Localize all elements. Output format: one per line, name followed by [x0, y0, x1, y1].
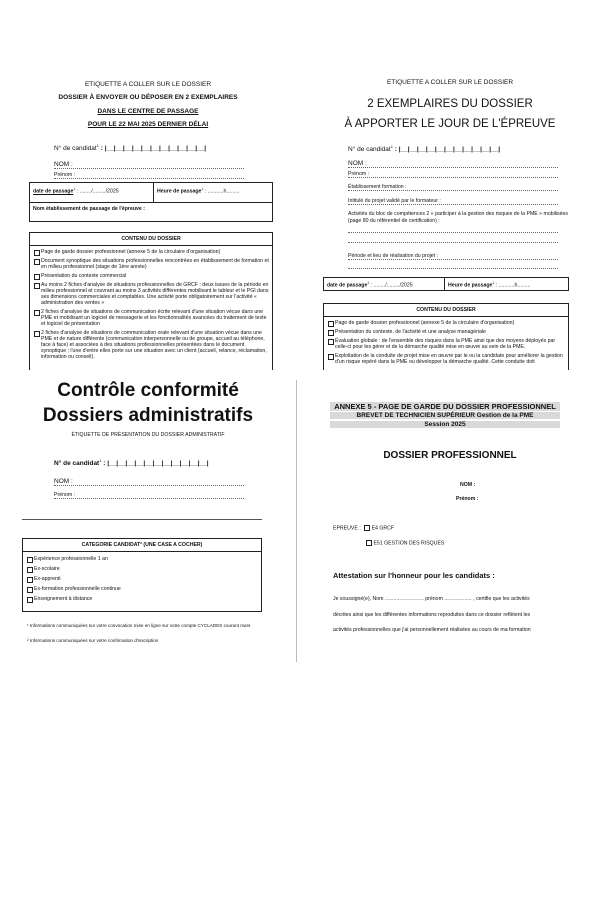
contenu-item[interactable]: Page de garde dossier professionnel (annexe 5 de la circulaire d'organisation) [327, 320, 565, 326]
title-controle: Contrôle conformité [57, 380, 239, 401]
envoi-label-page [0, 70, 296, 370]
categorie-checkbox[interactable]: Ex-formation professionnelle continue [26, 586, 258, 592]
footnote-2: ² Informations communiquées sur votre confirmation d'inscription [27, 638, 159, 643]
prenom-field[interactable]: Prénom : [348, 171, 558, 178]
e4-checkbox[interactable] [364, 525, 370, 531]
attestation-line-1: Je soussigné(e), Nom ........................... prénom ................... , certifie que les activités [333, 596, 530, 602]
page-de-garde [300, 372, 600, 672]
nom-field[interactable]: NOM : [348, 160, 558, 168]
candidate-number-field[interactable]: N° de candidat$^1$ : |__|__|__|__|__|__|__|__|__|__|__| [54, 458, 209, 468]
passage-box [323, 277, 569, 291]
date-field[interactable]: date de passage$^1$ : ......../........./2025 [33, 187, 119, 195]
label-line-2: 2 EXEMPLAIRES DU DOSSIER [367, 98, 533, 110]
contenu-item[interactable]: Au moins 2 fiches d'analyse de situations professionnelles de GRCF : deux issues de la période en milieu professionnel et couvrant au moins 3 activités différentes mobilisant le tableur et le PGI dans ses dimensions commerciales et comptables. Une activité porte obligatoirement sur l'activité « administration des ventes » [33, 282, 269, 306]
contenu-item[interactable]: Évaluation globale : de l'ensemble des risques dans la PME ainsi que des moyens déployés par celle-ci pour les gérer et de la démarche qualité mise en œuvre au sein de la PME. [327, 338, 565, 350]
label-line-3: DANS LE CENTRE DE PASSAGE [97, 108, 199, 115]
label-line-1: ETIQUETTE A COLLER SUR LE DOSSIER [386, 79, 514, 86]
candidate-number-field[interactable]: N° de candidat$^1$ : |__|__|__|__|__|__|__|__|__|__|__| [54, 143, 207, 153]
dossier-administratif-page [0, 372, 296, 672]
contenu-title: CONTENU DU DOSSIER [416, 307, 476, 313]
contenu-item[interactable]: Exploitation de la conduite de projet mise en œuvre par le ou la candidate pour améliorer la gestion d'un risque repéré dans la PME ou développer la démarche qualité. Cette conduite doit [327, 353, 565, 365]
date-field[interactable]: date de passage$^1$ : ......../........./2025 [327, 281, 413, 289]
categorie-box [22, 538, 262, 612]
categorie-checkbox[interactable]: Expérience professionnelle 1 an [26, 556, 258, 562]
passage-box [29, 182, 273, 222]
projet-field[interactable]: Intitulé du projet validé par le formateur : [348, 198, 558, 205]
epreuve-e4[interactable]: EPREUVE : E4 GRCF [333, 525, 395, 532]
contenu-item[interactable]: Page de garde dossier professionnel (annexe 5 de la circulaire d'organisation) [33, 249, 269, 255]
session-title: Session 2025 [330, 421, 560, 428]
etablissement-field[interactable]: Nom établissement de passage de l'épreuve : [33, 206, 145, 212]
candidate-number-field[interactable]: N° de candidat$^1$ : |__|__|__|__|__|__|__|__|__|__|__| [348, 144, 501, 154]
contenu-list [33, 249, 269, 363]
activites-field[interactable]: Activités du bloc de compétences 2 « participer à la gestion des risques de la PME » mobilisées (page 80 du référentiel de certification) : [348, 211, 569, 224]
etablissement-field[interactable]: Établissement formation : [348, 184, 558, 191]
dossier-title: DOSSIER PROFESSIONNEL [383, 450, 517, 461]
heure-field[interactable]: Heure de passage$^1$ : ...........h......... [157, 187, 240, 195]
categorie-title: CATEGORIE CANDIDAT² (UNE CASE A COCHER) [81, 542, 203, 548]
divider [296, 380, 297, 662]
periode-field[interactable]: Période et lieu de réalisation du projet : [348, 253, 558, 260]
epreuve-e51[interactable]: E51 GESTION DES RISQUES [366, 540, 444, 546]
categorie-checkbox[interactable]: Ex-apprenti [26, 576, 258, 582]
footnote-1: ¹ Informations communiquées sur votre convocation mise en ligne sur votre compte CYCLADES courant mars [27, 623, 251, 628]
contenu-box [323, 303, 569, 370]
attestation-line-2: décrites ainsi que les différentes informations reproduites dans ce dossier reflètent les [333, 612, 531, 618]
prenom-field[interactable]: Prénom : [54, 492, 244, 499]
contenu-item[interactable]: Document synoptique des situations professionnelles rencontrées en établissement de formation et en milieu professionnel (stage de 1ère année) [33, 258, 269, 270]
title-dossiers: Dossiers administratifs [42, 405, 254, 426]
prenom-field[interactable]: Prénom : [54, 172, 244, 179]
categorie-list [26, 556, 258, 606]
label-line-2: DOSSIER À ENVOYER OU DÉPOSER EN 2 EXEMPLAIRES [58, 94, 238, 101]
nom-field[interactable]: NOM : [54, 478, 244, 486]
label-line-1: ETIQUETTE A COLLER SUR LE DOSSIER [84, 81, 212, 88]
deadline: POUR LE 22 MAI 2025 DERNIER DÉLAI [87, 121, 209, 128]
etiquette-caption: ÉTIQUETTE DE PRÉSENTATION DU DOSSIER ADMINISTRATIF [71, 432, 225, 438]
categorie-checkbox[interactable]: Enseignement à distance [26, 596, 258, 602]
categorie-checkbox[interactable]: Ex-scolaire [26, 566, 258, 572]
attestation-line-3: activités professionnelles que j'ai personnellement réalisées au cours de ma formation [333, 627, 531, 633]
e51-checkbox[interactable] [366, 540, 372, 546]
contenu-item[interactable]: 2 fiches d'analyse de situations de communication orale relevant d'une situation vécue dans une PME et de nature différente (communication interpersonnelle ou de groupe, accueil au téléphone, face à face) et associées à des situations professionnelles présentées dans le document synoptique ; l'une d'entre elles porte sur une situation avec un client (accueil, relance, réclamation, information ou conseil). [33, 330, 269, 360]
nom-field[interactable]: NOM : [460, 482, 476, 488]
attestation-title: Attestation sur l'honneur pour les candidats : [333, 571, 495, 580]
contenu-title: CONTENU DU DOSSIER [121, 236, 181, 242]
prenom-field[interactable]: Prénom : [456, 496, 479, 502]
contenu-item[interactable]: 2 fiches d'analyse de situations de communication écrite relevant d'une situation vécue dans une PME et mobilisant un logiciel de messagerie et les fonctionnalités avancées du traitement de texte et logiciel de présentation [33, 309, 269, 327]
nom-field[interactable]: NOM : [54, 161, 244, 169]
bts-title: BREVET DE TECHNICIEN SUPÉRIEUR Gestion de la PME [330, 412, 560, 419]
separator-line [22, 519, 262, 520]
contenu-list [327, 320, 565, 368]
annexe-title: ANNEXE 5 - PAGE DE GARDE DU DOSSIER PROFESSIONNEL [330, 402, 560, 411]
contenu-item[interactable]: Présentation du contexte, de l'activité et une analyse managériale [327, 329, 565, 335]
contenu-box [29, 232, 273, 370]
heure-field[interactable]: Heure de passage$^1$ : ...........h......... [448, 281, 531, 289]
label-line-3: À APPORTER LE JOUR DE L'ÉPREUVE [344, 118, 556, 130]
contenu-item[interactable]: Présentation du contexte commercial [33, 273, 269, 279]
epreuve-label-page [300, 70, 600, 370]
